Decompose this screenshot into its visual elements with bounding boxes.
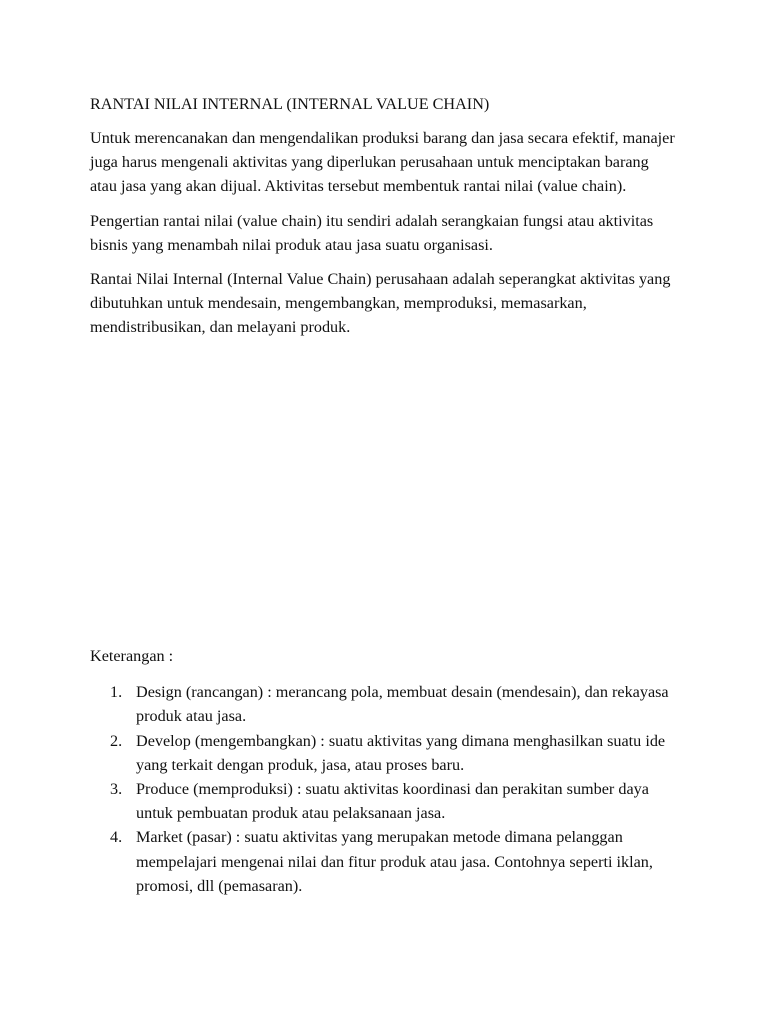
paragraph-definition: Pengertian rantai nilai (value chain) itu sendiri adalah serangkaian fungsi atau aktivitas bisnis yang menambah nilai produk atau jasa suatu organisasi. (90, 211, 654, 254)
list-number: 2. (110, 731, 123, 750)
notes-list (90, 680, 675, 898)
list-text: Market (pasar) : suatu aktivitas yang merupakan metode dimana pelanggan mempelajari mengenai nilai dan fitur produk atau jasa. Contohnya seperti iklan, promosi, dll (pemasaran). (136, 828, 653, 895)
list-item (90, 825, 675, 898)
list-number: 3. (110, 780, 123, 799)
list-number: 1. (110, 683, 123, 702)
paragraph-internal-value-chain: Rantai Nilai Internal (Internal Value Chain) perusahaan adalah seperangkat aktivitas yang dibutuhkan untuk mendesain, mengembangkan, memproduksi, memasarkan, mendistribusikan, dan melayani produk. (90, 270, 671, 337)
list-text: Design (rancangan) : merancang pola, membuat desain (mendesain), dan rekayasa produk atau jasa. (136, 683, 669, 726)
list-item (90, 729, 675, 777)
list-item (90, 777, 675, 825)
list-item (90, 680, 675, 728)
list-text: Develop (mengembangkan) : suatu aktivitas yang dimana menghasilkan suatu ide yang terkait dengan produk, jasa, atau proses baru. (136, 731, 666, 774)
list-text: Produce (memproduksi) : suatu aktivitas koordinasi dan perakitan sumber daya untuk pembuatan produk atau pelaksanaan jasa. (136, 780, 649, 823)
list-number: 4. (110, 828, 123, 847)
document-body (90, 92, 675, 350)
document-title: RANTAI NILAI INTERNAL (INTERNAL VALUE CHAIN) (90, 95, 490, 113)
paragraph-intro: Untuk merencanakan dan mengendalikan produksi barang dan jasa secara efektif, manajer juga harus mengenali aktivitas yang diperlukan perusahaan untuk menciptakan barang atau jasa yang akan dijual. Aktivitas tersebut membentuk rantai nilai (value chain). (90, 129, 675, 196)
notes-section (90, 644, 675, 898)
notes-heading: Keterangan : (90, 647, 174, 665)
